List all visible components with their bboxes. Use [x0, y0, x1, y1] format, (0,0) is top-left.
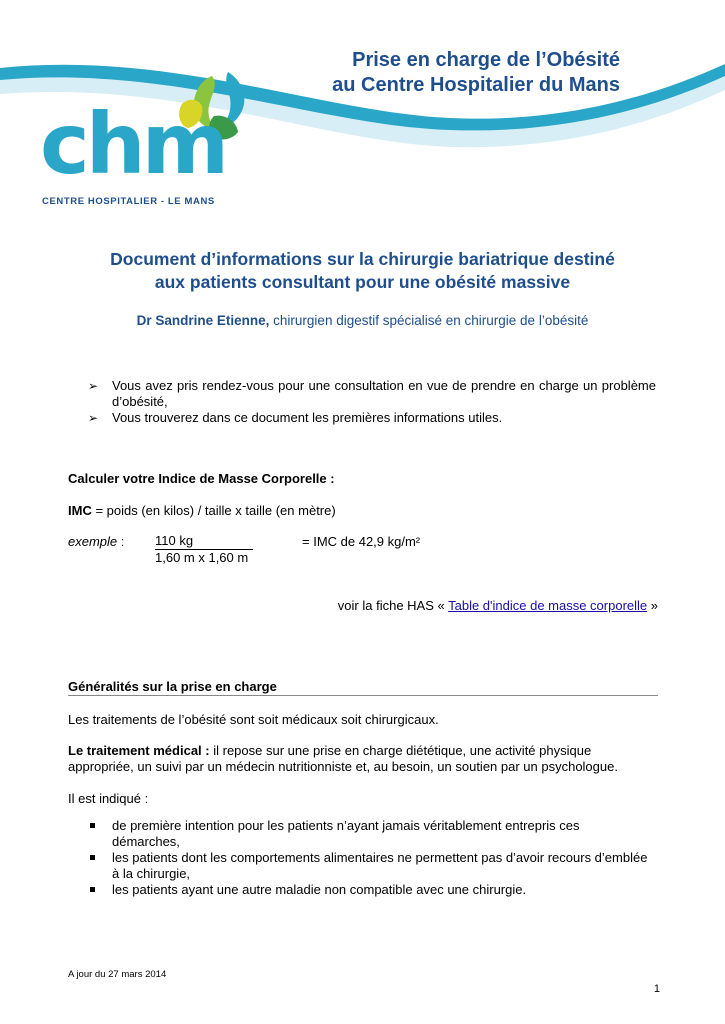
list-item: ➢ Vous trouverez dans ce document les premières informations utiles. [88, 410, 503, 425]
arrow-bullet-icon: ➢ [88, 379, 99, 393]
arrow-bullet-icon: ➢ [88, 411, 99, 425]
list-item: les patients ayant une autre maladie non compatible avec une chirurgie. [88, 882, 648, 898]
medical-treatment-text: il repose sur une prise en charge diététique, une activité physique appropriée, un suivi par un médecin nutritionniste et, au besoin, un soutien par un psychologue. [68, 743, 618, 774]
intro-list [88, 378, 656, 426]
example-denominator: 1,60 m x 1,60 m [155, 550, 249, 565]
list-item: ➢ Vous avez pris rendez-vous pour une consultation en vue de prendre en charge un problème d’obésité, [88, 378, 656, 409]
has-reference: voir la fiche HAS « Table d'indice de masse corporelle » [337, 598, 658, 613]
square-bullet-icon [90, 887, 95, 892]
imc-formula-text: = poids (en kilos) / taille x taille (en mètre) [91, 503, 336, 518]
treatments-paragraph: Les traitements de l’obésité sont soit médicaux soit chirurgicaux. [68, 712, 439, 727]
author-role: chirurgien digestif spécialisé en chirurgie de l’obésité [269, 313, 589, 328]
imc-formula-label: IMC [68, 503, 92, 518]
page-number: 1 [653, 983, 660, 995]
medical-treatment-label: Le traitement médical : [68, 743, 210, 758]
medical-treatment-paragraph [68, 743, 643, 775]
document-title [40, 248, 685, 294]
document-title-line2: aux patients consultant pour une obésité massive [154, 272, 571, 292]
imc-formula [68, 503, 336, 519]
document-title-line1: Document d’informations sur la chirurgie bariatrique destiné [110, 249, 615, 269]
footer-date: A jour du 27 mars 2014 [68, 969, 167, 980]
example-numerator: 110 kg [155, 533, 253, 550]
logo-wordmark: chm [40, 95, 226, 193]
generalites-heading: Généralités sur la prise en charge [68, 679, 277, 694]
example-label: exemple : [68, 534, 125, 549]
has-bmi-table-link[interactable]: Table d'indice de masse corporelle [448, 598, 648, 613]
imc-heading: Calculer votre Indice de Masse Corporelle : [68, 471, 335, 486]
author-line [40, 313, 685, 328]
header-title [300, 48, 620, 98]
square-bullet-icon [90, 855, 95, 860]
author-name: Dr Sandrine Etienne, [136, 313, 270, 328]
indicated-label: Il est indiqué : [68, 791, 149, 806]
example-result: = IMC de 42,9 kg/m² [302, 534, 421, 549]
header-title-line2: au Centre Hospitalier du Mans [332, 74, 620, 96]
list-item: les patients dont les comportements alimentaires ne permettent pas d’avoir recours d’emblée à la chirurgie, [88, 850, 648, 882]
indication-list [88, 818, 648, 898]
header-title-line1: Prise en charge de l’Obésité [352, 49, 620, 71]
list-item: de première intention pour les patients n’ayant jamais véritablement entrepris ces démarches, [88, 818, 648, 850]
logo-subtitle: CENTRE HOSPITALIER - LE MANS [42, 196, 215, 207]
square-bullet-icon [90, 823, 95, 828]
section-divider [68, 695, 658, 696]
